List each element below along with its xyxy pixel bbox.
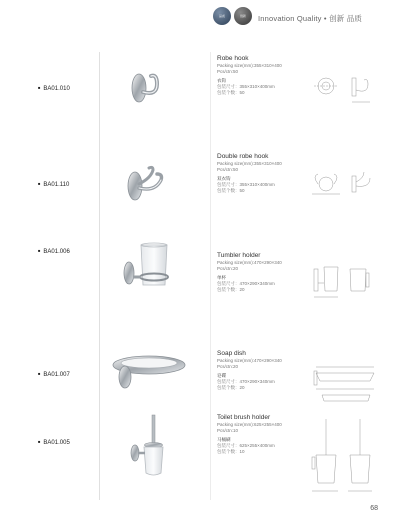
product-code: ■ BA01.110 <box>38 181 69 188</box>
pcs-per-carton-en: Pcs/ctn:20 <box>217 364 239 369</box>
packing-size-en: Packing size(mm):470×290×340 <box>217 260 282 265</box>
packing-size-en: Packing size(mm):470×290×340 <box>217 358 282 363</box>
product-name-cn: 马桶刷 <box>217 437 231 442</box>
pcs-per-carton-cn: 包装个数：20 <box>217 385 245 390</box>
packing-size-cn: 包装尺寸：355×310×400mm <box>217 182 275 187</box>
technical-drawing <box>308 56 388 136</box>
pcs-per-carton-en: Pcs/ctn:20 <box>217 266 239 271</box>
packing-size-en: Packing size(mm):625×255×400 <box>217 422 282 427</box>
brand-tagline: Innovation Quality • 创新 品质 <box>258 14 363 23</box>
pcs-per-carton-en: Pcs/ctn:50 <box>217 69 239 74</box>
product-name-en: Toilet brush holder <box>217 414 271 421</box>
pcs-per-carton-cn: 包装个数：50 <box>217 188 245 193</box>
innovation-badge: 创新 <box>234 7 252 25</box>
product-info <box>217 154 317 194</box>
page-header <box>0 4 400 34</box>
product-info <box>217 56 317 96</box>
product-name-en: Robe hook <box>217 55 249 62</box>
product-info <box>217 415 317 455</box>
product-name-en: Double robe hook <box>217 153 269 160</box>
technical-drawing <box>308 150 388 230</box>
product-row <box>0 142 400 232</box>
product-photo <box>105 148 205 228</box>
packing-size-cn: 包装尺寸：470×290×340mm <box>217 379 275 384</box>
pcs-per-carton-en: Pcs/ctn:50 <box>217 167 239 172</box>
product-photo <box>105 239 205 319</box>
packing-size-cn: 包装尺寸：625×255×400mm <box>217 443 275 448</box>
pcs-per-carton-cn: 包装个数：20 <box>217 287 245 292</box>
technical-drawing <box>308 415 388 495</box>
product-name-en: Tumbler holder <box>217 252 261 259</box>
page-number: 68 <box>370 505 378 512</box>
quality-badge: 品质 <box>213 7 231 25</box>
product-photo <box>105 58 205 138</box>
product-photo <box>105 329 205 409</box>
product-code: ■ BA01.005 <box>38 439 70 446</box>
product-info <box>217 351 317 391</box>
product-row <box>0 323 400 413</box>
product-name-cn: 双衣钩 <box>217 176 231 181</box>
product-code: ■ BA01.007 <box>38 371 70 378</box>
product-code: ■ BA01.006 <box>38 248 70 255</box>
packing-size-cn: 包装尺寸：470×290×340mm <box>217 281 275 286</box>
product-name-cn: 衣钩 <box>217 78 226 83</box>
packing-size-en: Packing size(mm):355×310×400 <box>217 161 282 166</box>
product-row <box>0 233 400 323</box>
product-photo <box>105 413 205 493</box>
pcs-per-carton-en: Pcs/ctn:10 <box>217 428 239 433</box>
product-info <box>217 253 317 293</box>
packing-size-cn: 包装尺寸：355×310×400mm <box>217 84 275 89</box>
packing-size-en: Packing size(mm):355×310×400 <box>217 63 282 68</box>
product-code: ■ BA01.010 <box>38 85 70 92</box>
product-name-cn: 皂碟 <box>217 373 226 378</box>
product-row <box>0 52 400 142</box>
product-row <box>0 413 400 503</box>
pcs-per-carton-cn: 包装个数：10 <box>217 449 245 454</box>
product-name-en: Soap dish <box>217 350 246 357</box>
pcs-per-carton-cn: 包装个数：50 <box>217 90 245 95</box>
product-name-cn: 单杯 <box>217 275 226 280</box>
